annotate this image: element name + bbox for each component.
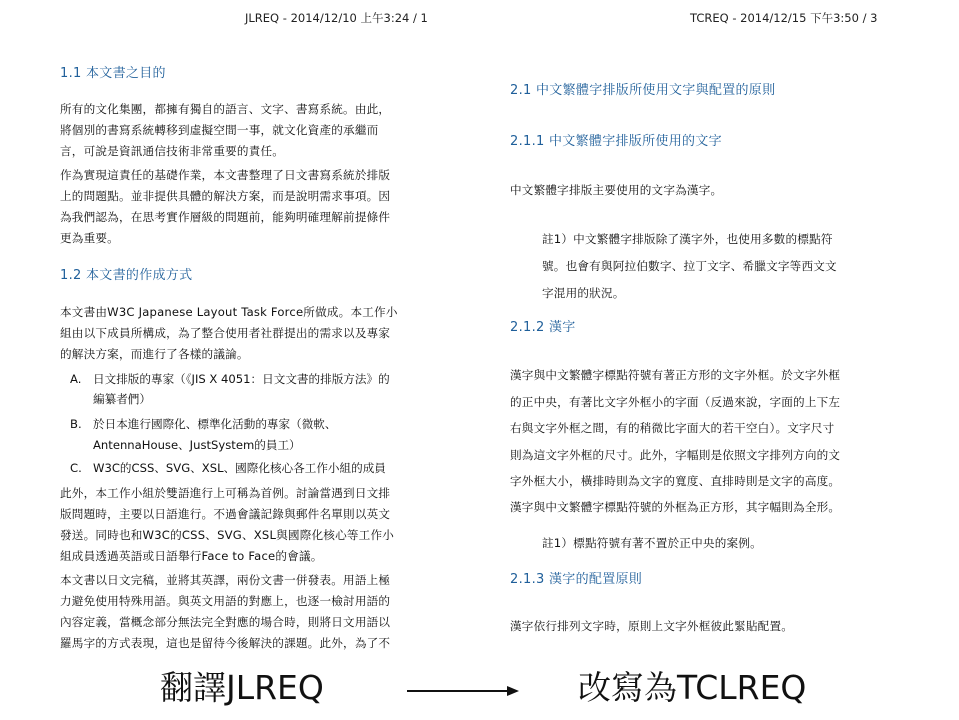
list-marker: A. [70,372,82,386]
para-line: 的解決方案，而進行了各樣的議論。 [60,347,249,361]
para-line: 本文書由W3C Japanese Layout Task Force所做成。本工作小 [60,305,398,319]
para-line: 更為重要。 [60,231,119,245]
para-line: 此外，本工作小組於雙語進行上可稱為首例。討論當遇到日文排 [60,486,391,500]
list-text: 於日本進行國際化、標準化活動的專家（微軟、 [93,417,337,431]
section-title-2-1-3: 2.1.3 漢字的配置原則 [510,572,643,587]
para-line: 所有的文化集團，都擁有獨自的語言、文字、書寫系統。由此， [60,102,391,116]
para-line: 為我們認為，在思考實作層級的問題前，能夠明確理解前提條件 [60,210,391,224]
list-text: W3C的CSS、SVG、XSL、國際化核心各工作小組的成員 [93,461,386,475]
right-page-header: TCREQ - 2014/12/15 下午3:50 / 3 [690,11,878,25]
right-page [510,0,902,650]
para-line: 上的問題點。並非提供具體的解決方案，而是說明需求事項。因 [60,189,391,203]
list-text: AntennaHouse、JustSystem的員工） [93,438,301,452]
para-line: 力避免使用特殊用語。與英文用語的對應上，也逐一檢討用語的 [60,594,391,608]
list-item [60,369,452,389]
para-line: 漢字與中文繁體字標點符號有著正方形的文字外框。於文字外框 [510,368,841,382]
para-line: 組成員透過英語或日語舉行Face to Face的會議。 [60,549,323,563]
section-title-1-2: 1.2 本文書的作成方式 [60,268,193,283]
para-line: 右與文字外框之間，有的稍微比字面大的若干空白）。文字尺寸 [510,421,835,435]
para-line: 中文繁體字排版主要使用的文字為漢字。 [510,183,723,197]
note-line: 號。也會有與阿拉伯數字、拉丁文字、希臘文字等西文文 [542,259,837,273]
list-item [60,458,452,478]
para-line: 發送。同時也和W3C的CSS、SVG、XSL與國際化核心等工作小 [60,528,395,542]
para-line: 漢字依行排列文字時，原則上文字外框彼此緊貼配置。 [510,619,794,633]
list-marker: C. [70,461,82,475]
para-line: 的正中央，有著比文字外框小的字面（反過來說，字面的上下左 [510,395,841,409]
list-text: 日文排版的專家（《JIS X 4051：日文文書的排版方法》的 [93,372,390,386]
para-line: 漢字與中文繁體字標點符號的外框為正方形，其字幅則為全形。 [510,500,841,514]
para-line: 內容定義，當概念部分無法完全對應的場合時，則將日文用語以 [60,615,391,629]
note-line: 註1）中文繁體字排版除了漢字外，也使用多數的標點符 [542,232,833,246]
list-item-cont [60,389,452,409]
note-line: 註1）標點符號有著不置於正中央的案例。 [542,536,762,550]
left-page [60,0,452,650]
para-line: 本文書以日文完稿，並將其英譯，兩份文書一併發表。用語上極 [60,573,391,587]
list-text: 編纂者們） [93,392,151,406]
section-title-2-1-1: 2.1.1 中文繁體字排版所使用的文字 [510,134,722,149]
para-line: 則為這文字外框的尺寸。此外，字幅則是依照文字排列方向的文 [510,448,841,462]
note-line: 字混用的狀況。 [542,286,625,300]
section-title-2-1: 2.1 中文繁體字排版所使用文字與配置的原則 [510,83,776,98]
list-item-cont [60,435,452,455]
para-line: 將個別的書寫系統轉移到虛擬空間一事，就文化資產的承繼而 [60,123,379,137]
right-arrow-icon [407,684,519,698]
para-line: 組由以下成員所構成，為了整合使用者社群提出的需求以及專家 [60,326,391,340]
list-item [60,414,452,434]
para-line: 言，可說是資訊通信技術非常重要的責任。 [60,144,285,158]
translate-jlreq-label: 翻譯JLREQ [160,668,324,707]
para-line: 羅馬字的方式表現，這也是留待今後解決的課題。此外，為了不 [60,636,391,650]
list-marker: B. [70,417,82,431]
section-title-1-1: 1.1 本文書之目的 [60,66,166,81]
rewrite-tclreq-label: 改寫為TCLREQ [578,668,807,707]
left-page-header: JLREQ - 2014/12/10 上午3:24 / 1 [245,11,428,25]
para-line: 作為實現這責任的基礎作業，本文書整理了日文書寫系統於排版 [60,168,391,182]
para-line: 字外框大小，橫排時則為文字的寬度、直排時則是文字的高度。 [510,474,841,488]
para-line: 版問題時，主要以日語進行。不過會議記錄與郵件名單則以英文 [60,507,391,521]
section-title-2-1-2: 2.1.2 漢字 [510,320,576,335]
